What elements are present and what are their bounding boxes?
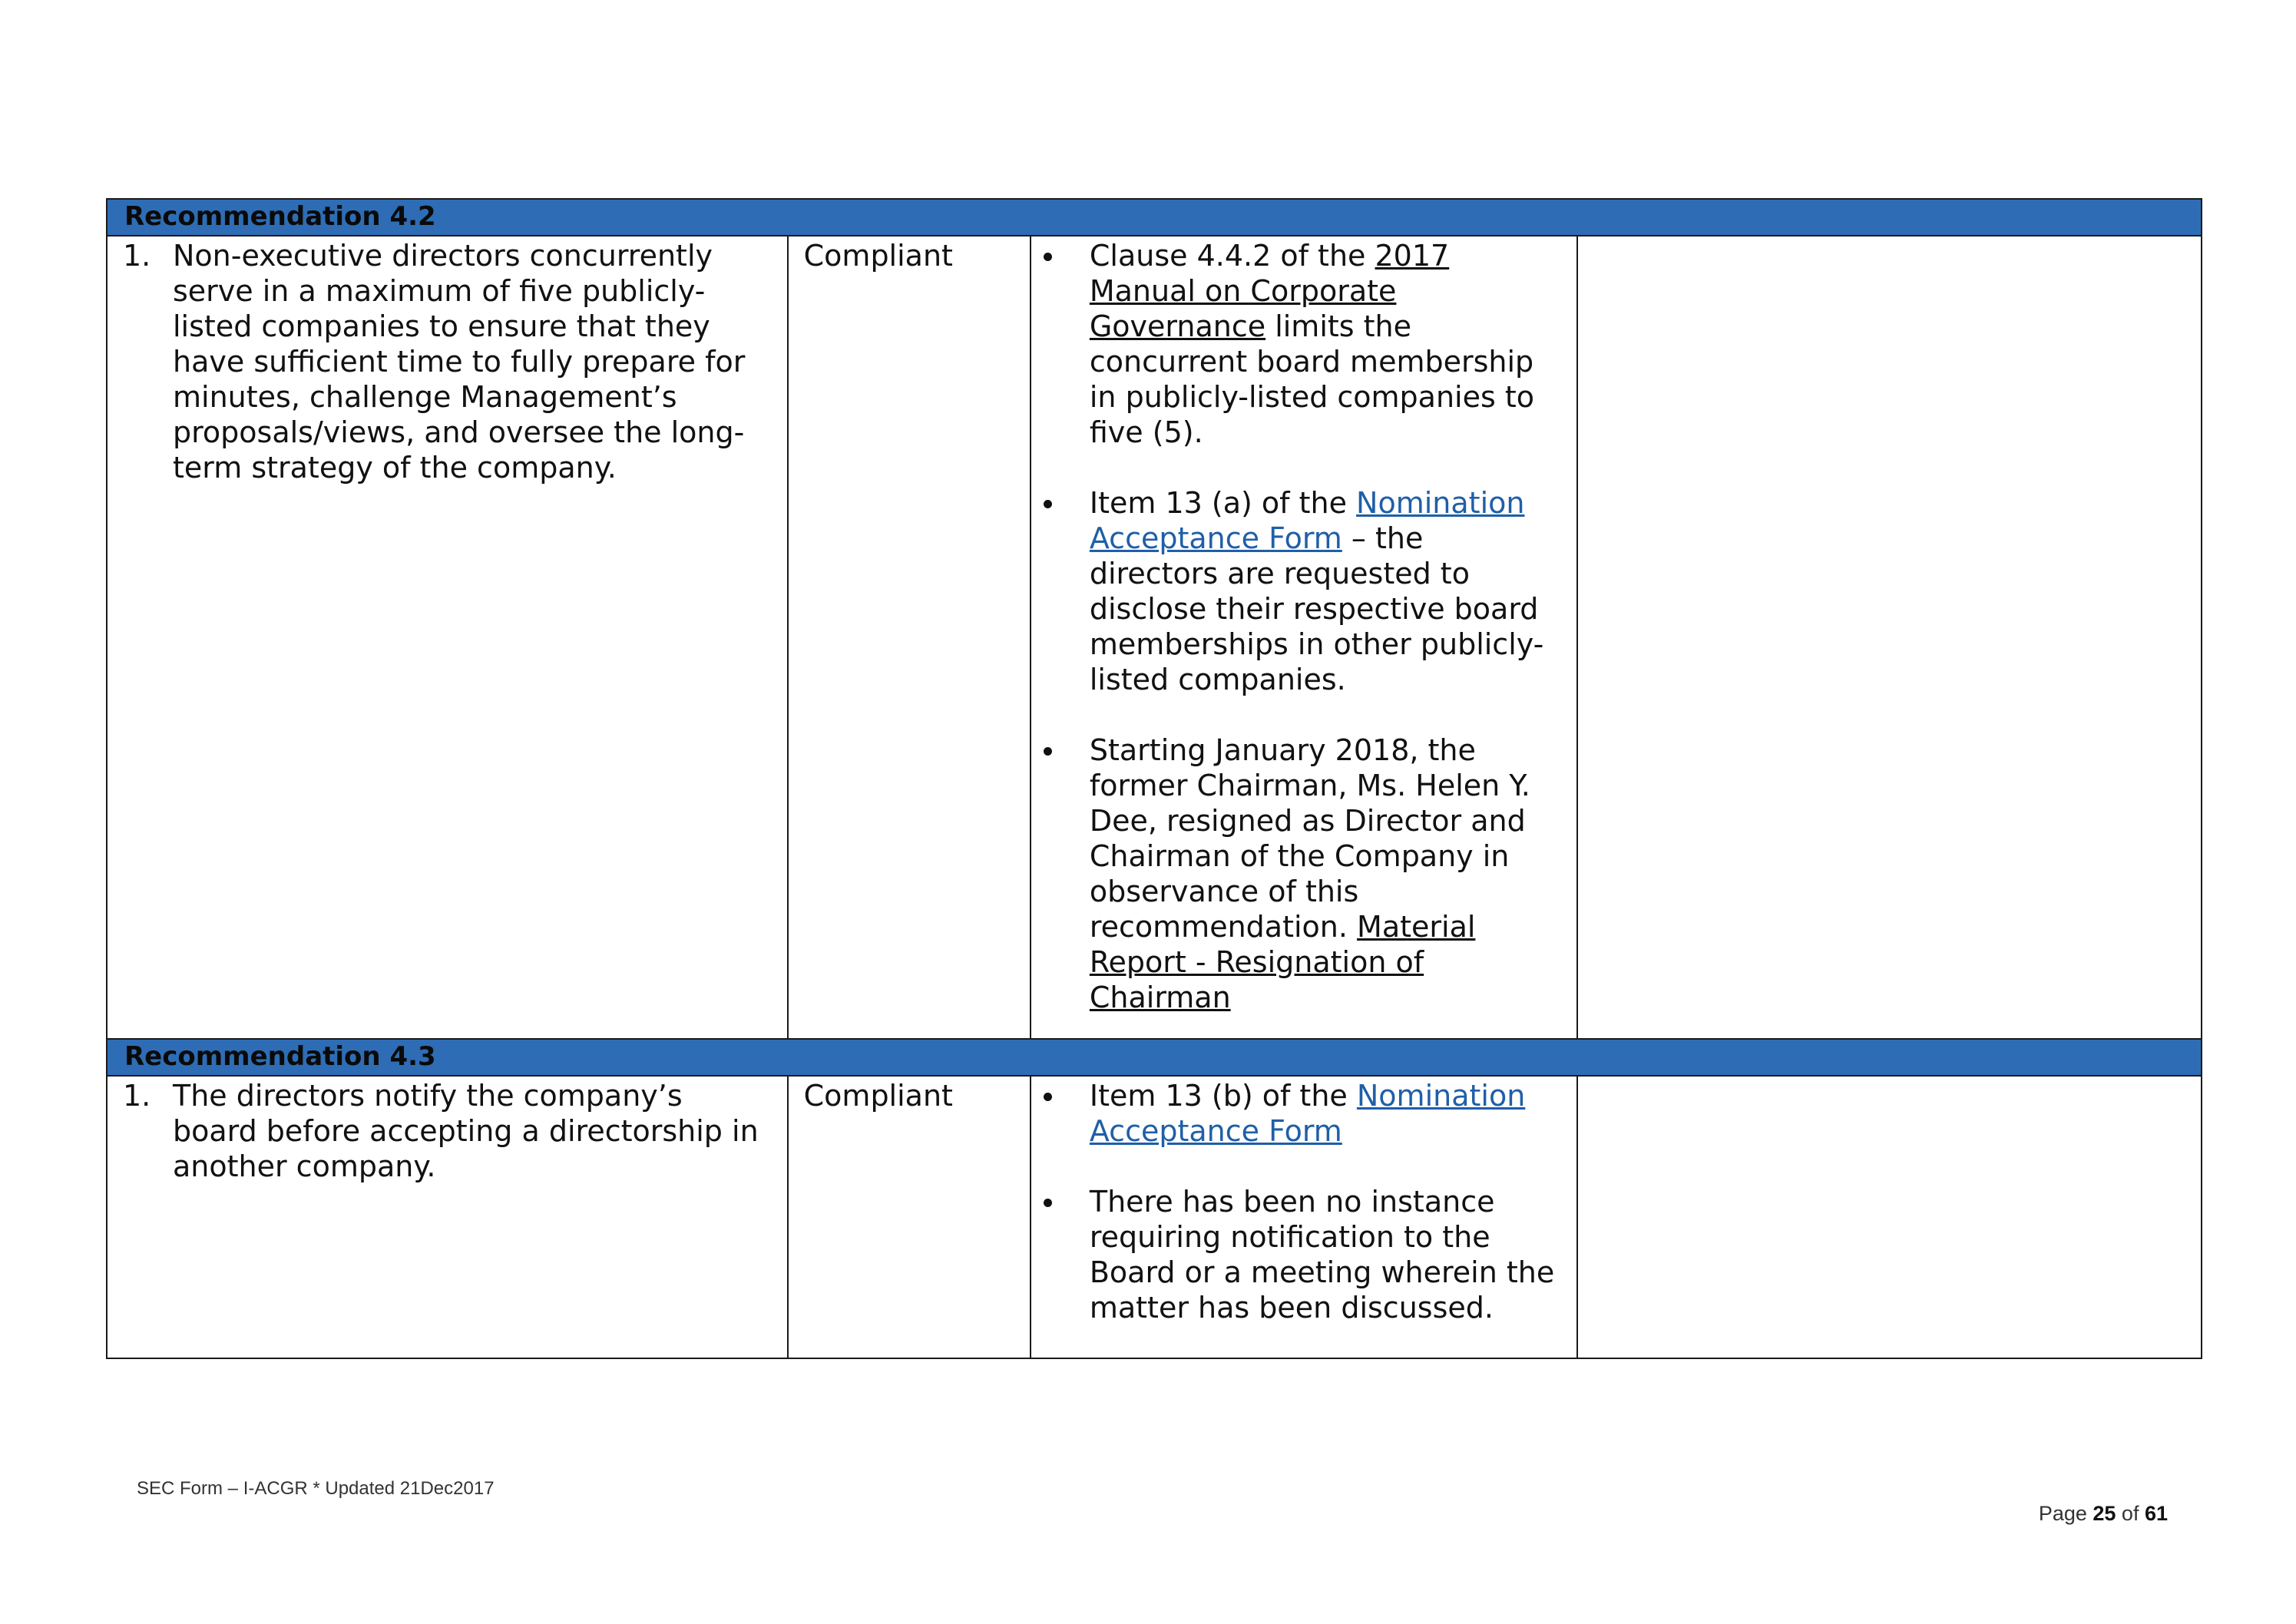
total-pages: 61 bbox=[2144, 1502, 2168, 1525]
compliance-table bbox=[106, 198, 2202, 1359]
recommendation-item-cell bbox=[107, 1076, 788, 1358]
recommendation-item-cell bbox=[107, 236, 788, 1039]
nomination-form-link[interactable]: Nomination Acceptance Form bbox=[1089, 486, 1525, 555]
nomination-form-link[interactable]: Nomination Acceptance Form bbox=[1089, 1079, 1526, 1148]
table-row bbox=[107, 236, 2202, 1039]
list-item: There has been no instance requiring notification to the Board or a meeting wherein the matter has been discussed. bbox=[1090, 1184, 1559, 1325]
recommendation-header-row bbox=[107, 1039, 2202, 1076]
list-item: Starting January 2018, the former Chairman, Ms. Helen Y. Dee, resigned as Director and Chairman of the Company in observance of this recommendation. Material Report - Resignation of Chairman bbox=[1090, 733, 1559, 1015]
list-item: Item 13 (a) of the Nomination Acceptance Form – the directors are requested to disclose their respective board memberships in other publicly-listed companies. bbox=[1090, 485, 1559, 697]
compliance-status: Compliant bbox=[788, 236, 1031, 1039]
explanation-cell bbox=[1031, 1076, 1578, 1358]
recommendation-heading: Recommendation 4.3 bbox=[107, 1039, 2202, 1076]
recommendation-heading: Recommendation 4.2 bbox=[107, 199, 2202, 236]
compliance-status: Compliant bbox=[788, 1076, 1031, 1358]
explanation-cell bbox=[1031, 236, 1578, 1039]
recommendation-header-row bbox=[107, 199, 2202, 236]
form-label: SEC Form – I-ACGR * Updated 21Dec2017 bbox=[137, 1478, 495, 1499]
list-item: Item 13 (b) of the Nomination Acceptance Form bbox=[1090, 1078, 1559, 1149]
document-reference: Material Report - Resignation of Chairman bbox=[1089, 910, 1476, 1014]
page-number: Page 25 of 61 bbox=[2038, 1502, 2168, 1525]
item-text: Non-executive directors concurrently serve in a maximum of five publicly-listed companies to ensure that they have sufficient time to fully prepare for minutes, challenge Management’s proposals/views, and oversee the long-term strategy of the company. bbox=[173, 239, 746, 485]
explanation-list bbox=[1031, 1077, 1577, 1348]
explanation-list bbox=[1031, 236, 1577, 1038]
document-reference: 2017 Manual on Corporate Governance bbox=[1089, 239, 1450, 343]
list-item: Clause 4.4.2 of the 2017 Manual on Corporate Governance limits the concurrent board membership in publicly-listed companies to five (5). bbox=[1090, 238, 1559, 450]
table-row bbox=[107, 1076, 2202, 1358]
remarks-cell bbox=[1577, 236, 2202, 1039]
remarks-cell bbox=[1577, 1076, 2202, 1358]
item-text: The directors notify the company’s board before accepting a directorship in another company. bbox=[173, 1079, 759, 1183]
current-page: 25 bbox=[2093, 1502, 2116, 1525]
item-number: 1. bbox=[123, 1079, 151, 1113]
item-number: 1. bbox=[123, 239, 151, 273]
